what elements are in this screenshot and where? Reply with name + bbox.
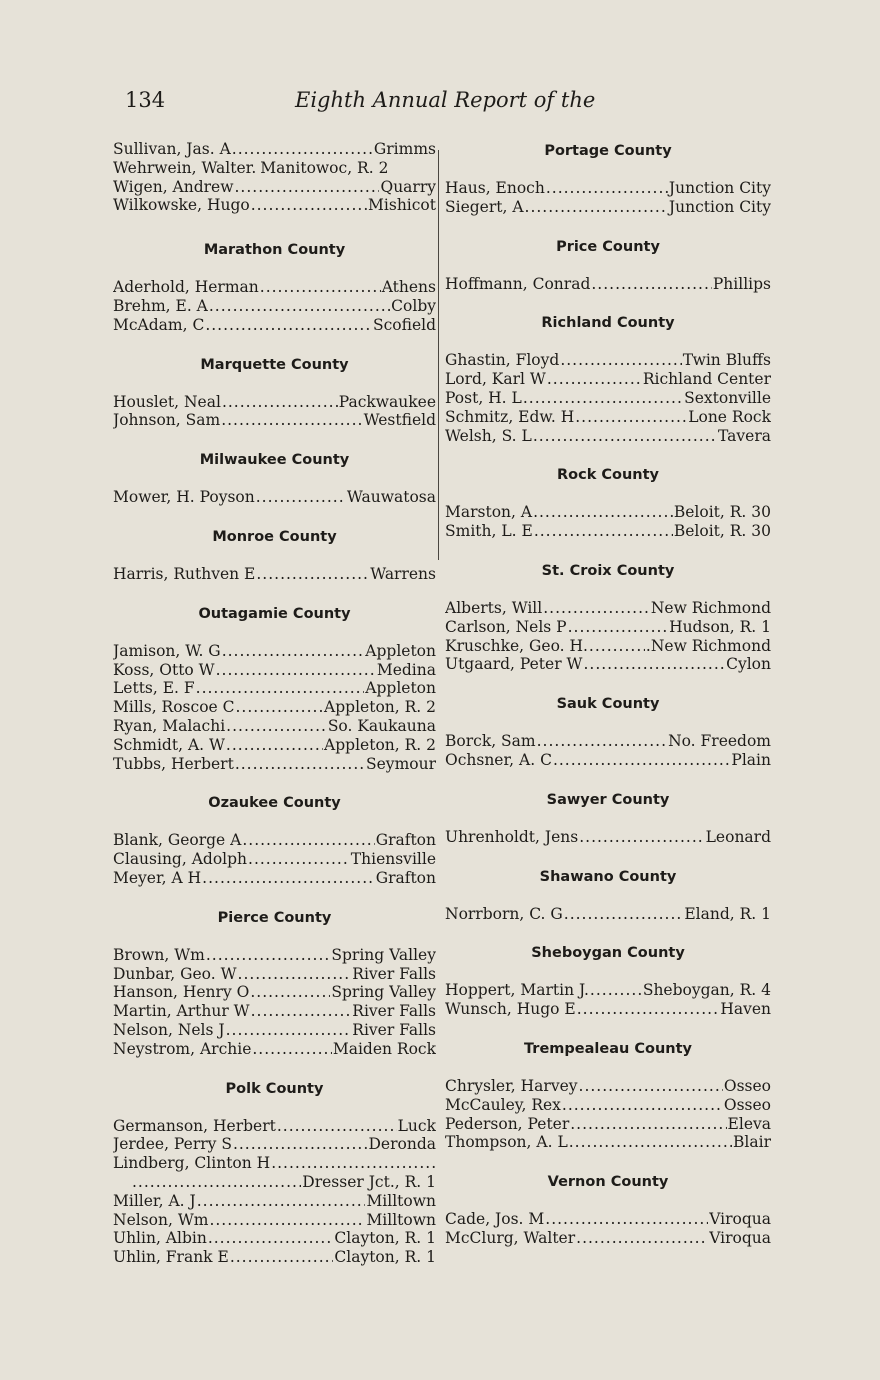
entry-name: Ochsner, A. C [445,750,552,769]
entry-name: McClurg, Walter [445,1228,576,1247]
dot-leader [591,275,712,294]
entry-name: Hoffmann, Conrad [445,274,591,293]
dot-leader [226,736,323,755]
entry-name: Neystrom, Archie [113,1039,252,1058]
entry-place: Sheboygan, R. 4 [642,981,771,1000]
entry-place: Hudson, R. 1 [669,617,771,636]
entry-name: Utgaard, Peter W [445,655,583,674]
entry-name: Welsh, S. L [445,426,532,445]
dot-leader [564,905,684,924]
dot-leader [569,1133,732,1152]
entry-place: Blair [733,1133,771,1152]
entry-place: Beloit, R. 30 [673,522,771,541]
list-entry: Wehrwein, Walter. Manitowoc, R. 2 [113,158,389,177]
entry-name: Martin, Arthur W [113,1002,250,1021]
dot-leader [238,965,352,984]
dot-leader [560,351,681,370]
list-entry [445,1077,771,1096]
entry-name: Miller, A. J [113,1191,196,1210]
entry-place: Lone Rock [688,407,771,426]
county-heading: Outagamie County [198,605,351,622]
list-entry [113,946,436,965]
entry-place: Osseo [723,1095,771,1114]
dot-leader [547,370,642,389]
entry-place: .New Richmond [645,636,771,655]
list-entry [113,679,436,698]
county-heading: St. Croix County [541,562,675,579]
list-entry [445,732,771,751]
list-entry: Wigen, Andrew ..... Quarry [113,178,436,197]
list-entry [445,427,771,446]
dot-leader [202,869,375,888]
dot-leader [277,1117,397,1136]
dot-leader [533,503,673,522]
entry-name: Clausing, Adolph [113,850,248,869]
entry-place: Scofield [372,315,436,334]
entry-name: Uhrenholdt, Jens [445,827,579,846]
list-entry [445,389,771,408]
dot-leader [197,1192,366,1211]
entry-place: River Falls [352,1002,436,1021]
list-entry [113,1211,436,1230]
entry-name: Haus, Enoch [445,179,545,197]
entry-name: Siegert, A [445,197,524,216]
dot-leader [553,751,730,770]
dot-leader [271,1154,435,1173]
dot-leader [579,1077,723,1096]
county-heading: Sheboygan County [531,945,685,962]
entry-place: Tavera [718,426,771,445]
list-entry [445,179,771,198]
dot-leader [543,599,650,618]
list-entry [445,275,771,294]
dot-leader [260,278,381,297]
dot-leader [562,1096,723,1115]
entry-name: Brown, Wm [113,945,205,964]
entry-name: Germanson, Herbert [113,1116,276,1135]
entry-name: Dunbar, Geo. W [113,964,237,983]
dot-leader [534,522,673,541]
dot-leader [230,1248,334,1267]
list-entry [445,981,771,1000]
list-entry [113,850,436,869]
entry-place: Appleton [365,679,436,698]
county-heading: Rock County [556,467,660,484]
entry-name: Alberts, Will [445,598,543,617]
entry-name: Mills, Roscoe C [113,698,235,717]
entry-place: Medina [376,660,436,679]
running-title: Eighth Annual Report of the [295,88,596,112]
list-entry [113,983,436,1002]
county-heading: Monroe County [212,528,337,545]
entry-place: Richland Center [642,370,771,389]
list-entry [113,1173,436,1192]
entry-place: River Falls [352,1020,436,1039]
entry-name: Schmitz, Edw. H [445,407,575,426]
entry-place: Athens [381,278,436,297]
entry-name: Blank, George A [113,831,242,850]
right-sections [445,140,771,1248]
dot-leader [590,981,642,1000]
dot-leader [589,637,645,656]
dot-leader [209,297,390,316]
list-entry [113,1229,436,1248]
list-entry [113,755,436,774]
entry-name: Schmidt, A. W [113,735,225,754]
list-entry [113,736,436,755]
list-entry [113,1117,436,1136]
list-entry [113,316,436,335]
dot-leader [206,946,331,965]
list-entry [445,1115,771,1134]
entry-name: Cade, Jos. M [445,1210,545,1229]
page-number: 134 [125,88,166,112]
dot-leader [205,316,372,335]
dot-leader [579,828,704,847]
dot-leader [235,755,365,774]
list-entry [113,1135,436,1154]
county-heading: Richland County [541,315,675,332]
entry-place: Grafton [375,831,436,850]
entry-place: Clayton, R. 1 [334,1248,436,1267]
county-heading: Marquette County [200,356,349,373]
dot-leader [235,698,323,717]
entry-place: River Falls [352,964,436,983]
entry-name: Post, H. L [445,388,522,407]
county-heading: Polk County [225,1080,324,1097]
list-entry [445,351,771,370]
entry-name: Houslet, Neal [113,392,221,411]
dot-leader [208,1229,334,1248]
dot-leader [525,198,668,217]
list-entry [445,1210,771,1229]
list-entry [445,1133,771,1152]
dot-leader [222,393,338,412]
county-heading: Marathon County [203,242,346,259]
list-entry [113,661,436,680]
county-heading: Sauk County [556,696,660,713]
entry-name: Thompson, A. L [445,1133,568,1152]
county-heading: Trempealeau County [524,1040,692,1057]
dot-leader [570,1115,726,1134]
entry-place: Grafton [375,868,436,887]
entry-name: Marston, A [445,503,533,522]
county-heading: Price County [556,238,660,255]
entry-name: Meyer, A H [113,868,202,887]
entry-name: Kruschke, Geo. H. [445,636,588,655]
list-entry [445,655,771,674]
entry-place: Spring Valley [331,983,436,1002]
entry-place: Appleton [365,641,436,660]
list-entry [113,488,436,507]
list-entry [113,297,436,316]
left-sections [113,239,436,1267]
dot-leader [221,411,362,430]
entry-place: Seymour [366,754,436,773]
dot-leader [576,1229,708,1248]
dot-leader [196,679,365,698]
entry-name: Tubbs, Herbert [113,754,234,773]
entry-place: Maiden Rock [332,1039,436,1058]
list-entry: Wilkowske, Hugo ..... Mishicot [113,196,436,215]
entry-name: Jerdee, Perry S [113,1135,232,1154]
list-entry [113,1192,436,1211]
county-heading: Pierce County [217,909,332,926]
list-entry [113,393,436,412]
list-entry [445,408,771,427]
entry-place: Eland, R. 1 [684,904,771,923]
list-entry [445,1229,771,1248]
list-entry [445,599,771,618]
entry-name: Aderhold, Herman [113,278,259,297]
dot-leader [251,1002,352,1021]
right-column [445,140,771,1248]
entry-place: Beloit, R. 30 [673,503,771,522]
list-entry [113,278,436,297]
county-heading: Shawano County [539,868,677,885]
entry-place: Appleton, R. 2 [324,698,436,717]
dot-leader [252,1040,331,1059]
dot-leader [523,389,683,408]
entry-place: Sextonville [684,388,771,407]
dot-leader [575,408,687,427]
list-entry [113,1040,436,1059]
column-divider [438,150,439,560]
entry-place: Thiensville [350,850,436,869]
entry-place: Spring Valley [331,945,436,964]
list-entry [445,522,771,541]
list-entry [113,1021,436,1040]
entry-name: Smith, L. E [445,522,533,541]
entry-name: Borck, Sam [445,732,536,751]
list-entry [445,370,771,389]
entry-name: Ghastin, Floyd [445,351,560,370]
list-entry [113,565,436,584]
entry-place: Luck [397,1116,436,1135]
entry-place: Westfield [363,411,436,430]
entry-place: Dresser Jct., R. 1 [302,1172,436,1191]
dot-leader [209,1211,365,1230]
list-entry [113,869,436,888]
list-entry [113,717,436,736]
entry-name: Nelson, Wm [113,1210,209,1229]
entry-name: Chrysler, Harvey [445,1076,578,1095]
entry-place: No. Freedom [668,732,771,751]
dot-leader [222,642,365,661]
dot-leader [546,179,668,198]
entry-name: Carlson, Nels P [445,617,567,636]
intro-entries [113,140,436,215]
entry-place: Milltown [366,1210,436,1229]
list-entry [113,1248,436,1267]
entry-place: Leonard [705,827,771,846]
list-entry [113,411,436,430]
entry-place: Clayton, R. 1 [334,1229,436,1248]
list-entry [445,618,771,637]
entry-place: Colby [391,296,436,315]
entry-place: Packwaukee [338,392,436,411]
entry-place: Phillips [712,274,771,293]
entry-name: Brehm, E. A [113,296,208,315]
entry-place: Eleva [727,1114,771,1133]
dot-leader [577,1000,720,1019]
entry-place: Viroqua [709,1228,771,1247]
list-entry [445,1000,771,1019]
entry-name: Nelson, Nels J [113,1020,225,1039]
entry-place: Plain [731,750,771,769]
entry-place: Junction City [668,179,771,197]
dot-leader [242,831,374,850]
entry-name: Koss, Otto W [113,660,215,679]
county-heading: Milwaukee County [199,452,350,469]
entry-place: Warrens [370,564,436,583]
dot-leader [256,565,369,584]
list-entry [113,965,436,984]
county-heading: Ozaukee County [208,795,341,812]
list-entry [445,503,771,522]
dot-leader [537,732,667,751]
list-entry [113,642,436,661]
list-entry [113,698,436,717]
county-heading: Vernon County [547,1174,669,1191]
list-entry [445,828,771,847]
dot-leader [568,618,668,637]
dot-leader [216,661,376,680]
list-entry [445,1096,771,1115]
entry-name: Ryan, Malachi [113,716,226,735]
county-heading: Portage County [544,143,672,159]
entry-name: Hoppert, Martin J. [445,981,589,1000]
entry-place: Milltown [366,1191,436,1210]
entry-name: Wunsch, Hugo E [445,1000,576,1019]
entry-place: Wauwatosa [346,488,436,507]
entry-name: Uhlin, Frank E [113,1248,229,1267]
entry-place: Appleton, R. 2 [324,735,436,754]
list-entry [445,637,771,656]
dot-leader [233,1135,368,1154]
list-entry [113,1002,436,1021]
dot-leader [226,1021,352,1040]
entry-place: New Richmond [650,598,771,617]
entry-name: Johnson, Sam [113,411,221,430]
entry-name: Lord, Karl W [445,370,546,389]
entry-place: Twin Bluffs [682,351,771,370]
entry-name: Uhlin, Albin [113,1229,207,1248]
county-heading: Sawyer County [546,791,670,808]
entry-place: So. Kaukauna [327,716,436,735]
list-entry [445,198,771,217]
page-header [125,88,595,118]
entry-name: Lindberg, Clinton H [113,1154,271,1173]
dot-leader [132,1173,301,1192]
entry-place: Cylon [726,655,771,674]
dot-leader [248,850,350,869]
entry-name: McCauley, Rex [445,1095,561,1114]
entry-name: Harris, Ruthven E [113,564,256,583]
entry-name: Hanson, Henry O [113,983,250,1002]
left-column [113,140,436,1267]
list-entry [113,831,436,850]
entry-name: Jamison, W. G [113,641,221,660]
dot-leader [226,717,327,736]
list-entry [445,751,771,770]
dot-leader [250,983,330,1002]
entry-name: Mower, H. Poyson [113,488,255,507]
list-entry: Sullivan, Jas. A ..... Grimms [113,140,436,159]
entry-name: Norrborn, C. G [445,904,563,923]
entry-name: Pederson, Peter [445,1114,570,1133]
dot-leader [545,1210,708,1229]
entry-name: Letts, E. F [113,679,195,698]
list-entry [445,905,771,924]
dot-leader [533,427,717,446]
dot-leader [583,655,725,674]
dot-leader [256,488,346,507]
entry-place: Viroqua [709,1210,771,1229]
entry-place: Osseo [723,1076,771,1095]
entry-name: McAdam, C [113,315,205,334]
entry-place: Haven [720,1000,771,1019]
list-entry [113,1154,436,1173]
entry-place: Deronda [368,1135,436,1154]
entry-place: Junction City [668,197,771,216]
